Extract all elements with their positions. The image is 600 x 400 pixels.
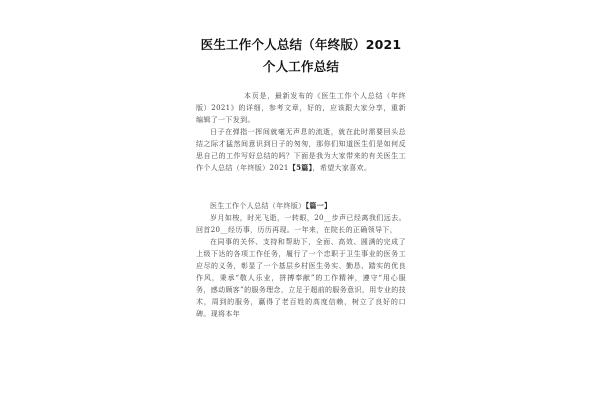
summary-closing: ，希望大家喜欢。 [312,164,372,172]
section-heading [196,200,406,212]
summary-paragraph [196,126,406,174]
section-title: 医生工作个人总结（年终版） [210,202,306,210]
page-title: 医生工作个人总结（年终版）2021 个人工作总结 [200,37,402,74]
summary-text: 日子在弹指一挥间就毫无声息的流逝，就在此时需要回头总结之际才猛然间意识到日子的匆匆，那你们知道医生们是如何反思自己的工作写好总结的吗？下面是我为大家带来的有关医生工作个人总结（年终版）2021 [196,128,406,172]
article-column [196,34,406,320]
section-tag: 【篇一】 [305,201,332,210]
intro-paragraph: 本页是，最新发布的《医生工作个人总结（年终版）2021》的详细，参考文章，好的，应该跟大家分享，重新编辑了一下发到。 [196,92,406,124]
body-paragraph-1: 岁月如梭，时光飞逝，一转眼，20__步声已经离我们远去。回首20__经历事，历历再现。一年来，在院长的正确领导下， [196,214,406,234]
body-paragraph-2: 在同事的关怀、支持和帮助下，全面、高效、圆满的完成了上级下达的各项工作任务，履行了一个忠职于卫生事业的医务工应尽的义务，彰显了一个基层乡村医生务实、勤恳、踏实的优良作风，秉承“敬人乐业，拼搏奉献”的工作精神，遵守“用心服务，感动顾客”的服务理念，立足于超前的服务意识，用专业的技术，周到的服务，赢得了老百姓的高度信赖，树立了良好的口碑。现将本年 [196,238,406,318]
article-count-tag: 【5篇】 [288,163,313,172]
